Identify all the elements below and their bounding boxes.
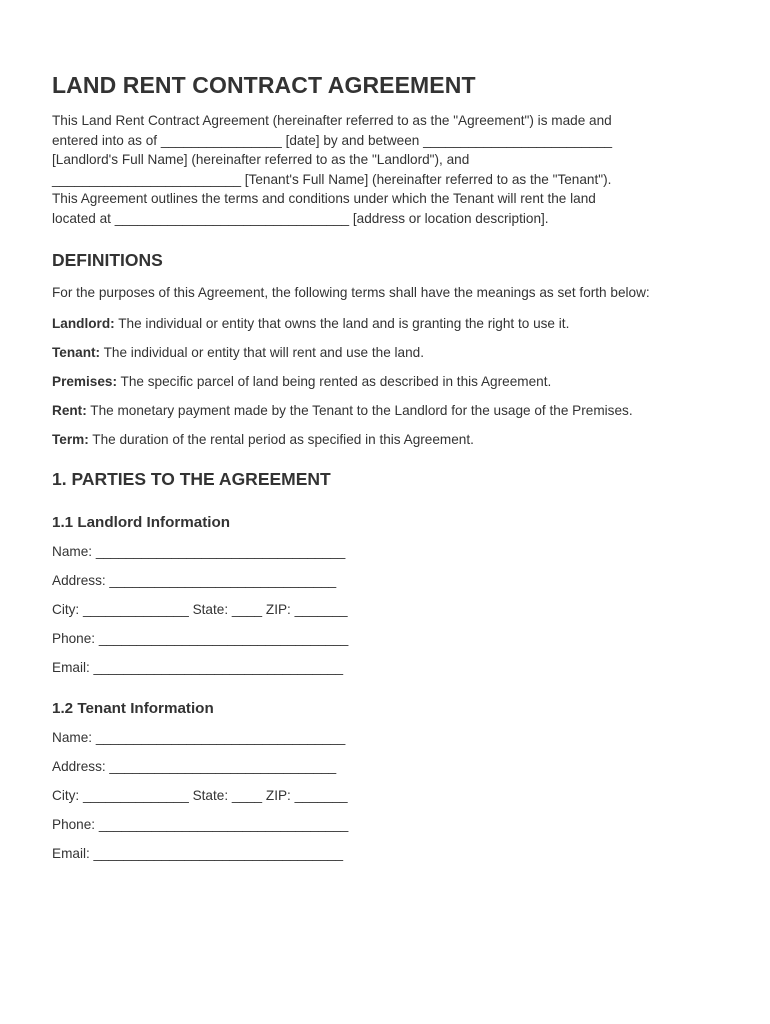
intro-line: located at _______________________________ [address or location description]. — [52, 210, 549, 226]
tenant-name-field: Name: _________________________________ — [52, 729, 346, 745]
intro-line: This Agreement outlines the terms and conditions under which the Tenant will rent the land — [52, 191, 596, 206]
tenant-email-field: Email: _________________________________ — [52, 845, 344, 861]
document-title: LAND RENT CONTRACT AGREEMENT — [52, 72, 476, 98]
intro-line: This Land Rent Contract Agreement (hereinafter referred to as the "Agreement") is made and — [52, 113, 612, 128]
landlord-email-field: Email: _________________________________ — [52, 660, 344, 675]
definitions-heading: DEFINITIONS — [52, 250, 163, 270]
definition-term: Premises: — [52, 373, 117, 389]
definitions-list — [52, 314, 732, 450]
tenant-city-state-zip-field: City: ______________ State: ____ ZIP: _______ — [52, 787, 348, 803]
definition-item-tenant — [52, 343, 732, 363]
definition-text: The specific parcel of land being rented as described in this Agreement. — [117, 373, 552, 389]
landlord-info-heading: 1.1 Landlord Information — [52, 514, 231, 531]
landlord-name-field: Name: _________________________________ — [52, 544, 346, 559]
definition-term: Landlord: — [52, 315, 115, 331]
definition-text: The duration of the rental period as specified in this Agreement. — [88, 431, 474, 447]
intro-paragraph — [52, 111, 732, 228]
landlord-phone-field: Phone: _________________________________ — [52, 631, 349, 646]
intro-line: entered into as of ________________ [date] by and between _________________________ — [52, 132, 613, 148]
definition-item-premises — [52, 372, 732, 392]
definition-text: The individual or entity that will rent and use the land. — [100, 344, 425, 360]
intro-line: _________________________ [Tenant's Full Name] (hereinafter referred to as the "Tenant"). — [52, 171, 612, 187]
parties-heading: 1. PARTIES TO THE AGREEMENT — [52, 469, 331, 489]
tenant-info-heading: 1.2 Tenant Information — [52, 699, 214, 717]
landlord-address-field: Address: ______________________________ — [52, 573, 337, 588]
landlord-fields — [52, 542, 732, 678]
intro-line: [Landlord's Full Name] (hereinafter referred to as the "Landlord"), and — [52, 152, 470, 167]
definition-text: The individual or entity that owns the land and is granting the right to use it. — [114, 315, 570, 331]
tenant-phone-field: Phone: _________________________________ — [52, 816, 349, 832]
definition-item-rent — [52, 401, 732, 421]
definition-text: The monetary payment made by the Tenant to the Landlord for the usage of the Premises. — [86, 402, 633, 418]
tenant-fields — [52, 728, 732, 864]
definition-term: Rent: — [52, 402, 87, 418]
definition-item-term — [52, 430, 732, 450]
tenant-address-field: Address: ______________________________ — [52, 758, 337, 774]
definition-term: Tenant: — [52, 344, 101, 360]
definition-item-landlord — [52, 314, 732, 334]
definition-term: Term: — [52, 431, 89, 447]
document-page — [52, 70, 732, 873]
definitions-intro: For the purposes of this Agreement, the following terms shall have the meanings as set forth below: — [52, 285, 650, 300]
landlord-city-state-zip-field: City: ______________ State: ____ ZIP: _______ — [52, 602, 348, 617]
